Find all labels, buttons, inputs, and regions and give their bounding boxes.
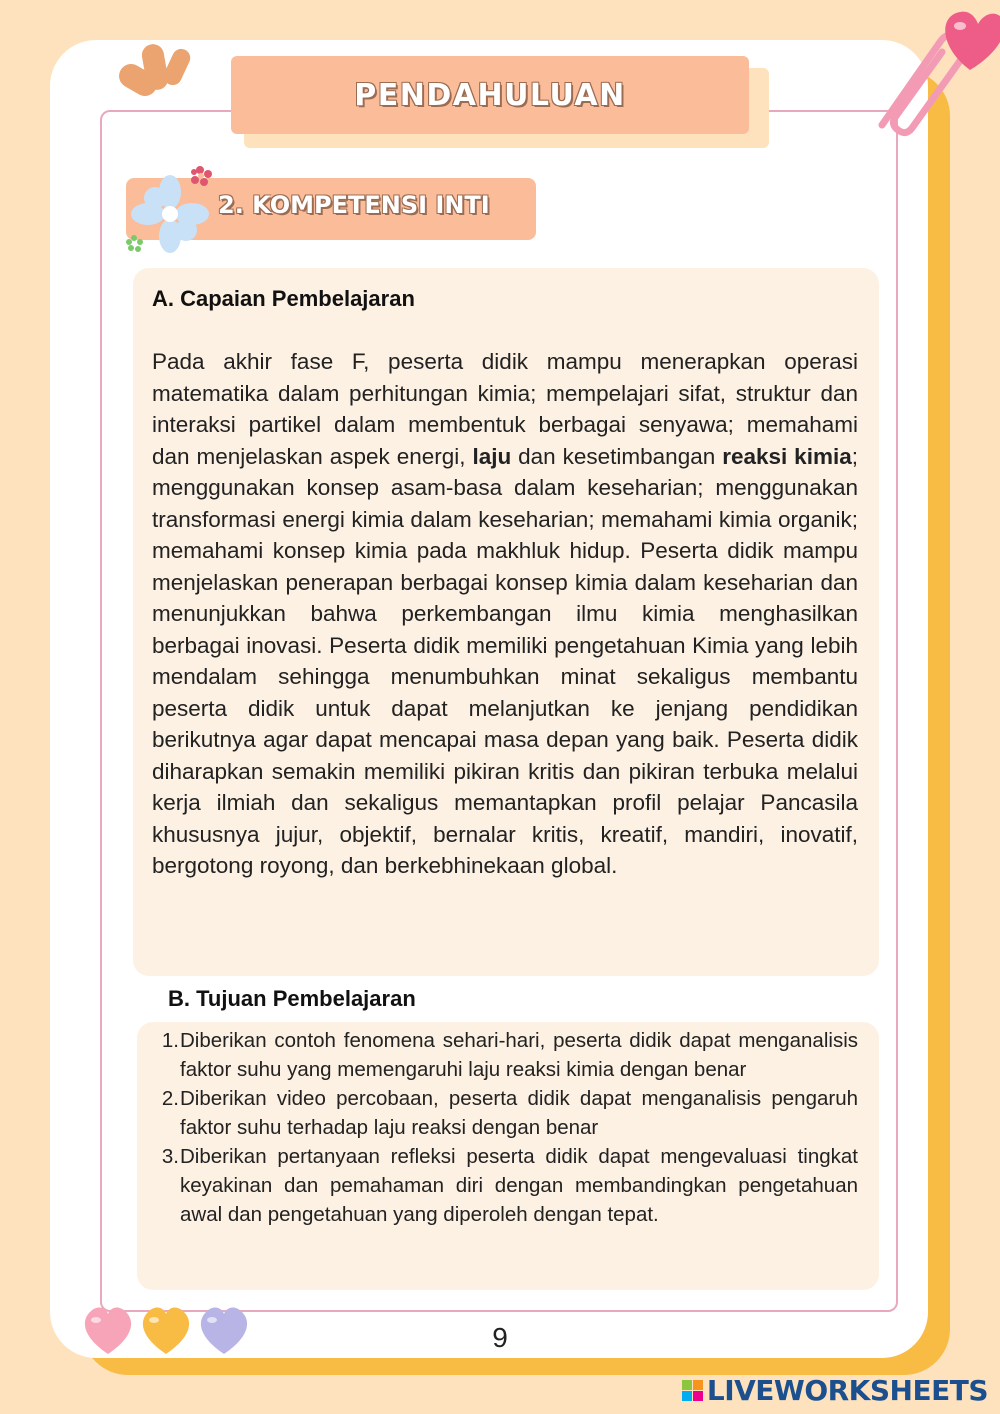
flower-decoration-icon <box>120 160 230 256</box>
list-item <box>152 1084 858 1142</box>
title-banner <box>231 56 749 134</box>
list-item-number: 2. <box>161 1087 179 1110</box>
capaian-paragraph <box>152 346 858 882</box>
section-title: 2. KOMPETENSI INTI <box>218 191 490 219</box>
paperclip-heart-icon <box>862 0 1000 140</box>
liveworksheets-watermark[interactable] <box>682 1374 988 1407</box>
list-item-text: Diberikan pertanyaan refleksi peserta didik dapat mengevaluasi tingkat keyakinan dan pemahaman diri dengan membandingkan pengetahuan awal dan pengetahuan yang diperoleh dengan tepat. <box>180 1145 858 1226</box>
capaian-text-1: Pada akhir fase F, peserta didik mampu menerapkan operasi matematika dalam perhitungan kimia; mempelajari sifat, struktur dan interaksi partikel dalam membentuk berbagai senyawa; memahami dan menjelaskan aspek energi, <box>152 349 858 469</box>
list-item <box>152 1026 858 1084</box>
list-item-text: Diberikan contoh fenomena sehari-hari, peserta didik dapat menganalisis faktor suhu yang memengaruhi laju reaksi kimia dengan benar <box>180 1029 858 1081</box>
list-item-number: 3. <box>161 1145 179 1168</box>
capaian-heading: A. Capaian Pembelajaran <box>152 286 415 311</box>
list-item-number: 1. <box>161 1029 179 1052</box>
liveworksheets-logo-icon <box>682 1380 703 1401</box>
capaian-bold-laju: laju <box>472 443 512 469</box>
watermark-text: LIVEWORKSHEETS <box>706 1374 988 1407</box>
page-title: PENDAHULUAN <box>354 77 626 113</box>
list-item <box>152 1142 858 1229</box>
tujuan-list <box>152 1026 858 1229</box>
list-item-text: Diberikan video percobaan, peserta didik dapat menganalisis pengaruh faktor suhu terhadap laju reaksi dengan benar <box>180 1087 858 1139</box>
page-number: 9 <box>492 1322 508 1353</box>
capaian-text-2: dan kesetimbangan <box>511 443 723 469</box>
burst-decoration-icon <box>110 38 194 104</box>
tujuan-heading: B. Tujuan Pembelajaran <box>168 986 416 1011</box>
capaian-text-3: ; menggunakan konsep asam-basa dalam keseharian; menggunakan transformasi energi kimia dalam keseharian; memahami kimia organik; memahami konsep kimia pada makhluk hidup. Peserta didik mampu menjelaskan penerapan berbagai konsep kimia dalam keseharian dan menunjukkan bahwa perkembangan ilmu kimia menghasilkan berbagai inovasi. Peserta didik memiliki pengetahuan Kimia yang lebih mendalam sehingga menumbuhkan minat sekaligus membantu peserta didik untuk dapat melanjutkan ke jenjang pendidikan berikutnya agar dapat mencapai masa depan yang baik. Peserta didik diharapkan semakin memiliki pikiran kritis dan pikiran terbuka melalui kerja ilmiah dan sekaligus memantapkan profil pelajar Pancasila khususnya jujur, objektif, bernalar kritis, kreatif, mandiri, inovatif, bergotong royong, dan berkebhinekaan global. <box>152 443 858 878</box>
capaian-bold-reaksi-kimia: reaksi kimia <box>722 443 852 469</box>
